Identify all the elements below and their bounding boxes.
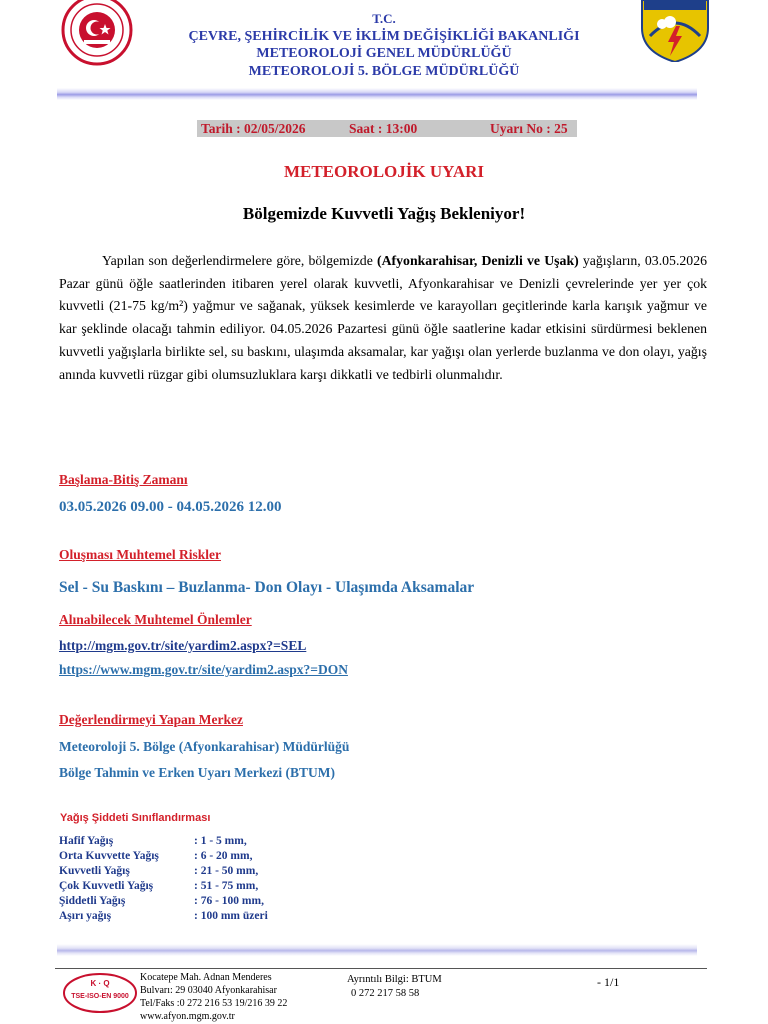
warning-body-paragraph <box>59 250 707 386</box>
cert-logo-top-text: K · Q <box>90 979 110 988</box>
center-unit: Bölge Tahmin ve Erken Uyarı Merkezi (BTUM) <box>59 765 335 780</box>
footer-address-line1: Kocatepe Mah. Adnan Menderes <box>140 972 272 983</box>
tse-certification-logo <box>62 972 138 1014</box>
page-number: - 1/1 <box>597 975 620 989</box>
warning-info-strip <box>197 120 577 137</box>
warning-subtitle: Bölgemizde Kuvvetli Yağış Bekleniyor! <box>242 204 526 223</box>
rain-class-range: : 76 - 100 mm, <box>194 895 264 907</box>
rain-class-range: : 51 - 75 mm, <box>194 880 259 892</box>
header-divider <box>57 88 697 100</box>
footer-info-label: Ayrıntılı Bilgi: BTUM <box>347 974 442 985</box>
footer-divider <box>57 944 697 956</box>
rain-class-name: Çok Kuvvetli Yağış <box>59 880 154 892</box>
risks-section-heading: Oluşması Muhtemel Riskler <box>59 547 221 562</box>
footer-phone: Tel/Faks :0 272 216 53 19/216 39 22 <box>140 998 288 1009</box>
body-part1: Yapılan son değerlendirmelere göre, bölgemizde <box>102 253 377 268</box>
rain-class-range: : 100 mm üzeri <box>194 910 268 922</box>
don-help-link[interactable]: https://www.mgm.gov.tr/site/yardim2.aspx?=DON <box>59 662 348 677</box>
warning-number: Uyarı No : 25 <box>490 121 568 136</box>
warning-date: Tarih : 02/05/2026 <box>201 121 306 136</box>
rain-class-range: : 6 - 20 mm, <box>194 850 253 862</box>
body-regions: (Afyonkarahisar, Denizli ve Uşak) <box>377 253 579 268</box>
time-section-heading: Başlama-Bitiş Zamanı <box>59 472 188 487</box>
footer-info <box>347 973 442 1001</box>
warning-title: METEOROLOJİK UYARI <box>283 162 485 181</box>
risks-section-value: Sel - Su Baskını – Buzlanma- Don Olayı - Ulaşımda Aksamalar <box>59 579 475 596</box>
header-regional-directorate: METEOROLOJİ 5. BÖLGE MÜDÜRLÜĞÜ <box>248 64 520 79</box>
header-general-directorate: METEOROLOJİ GENEL MÜDÜRLÜĞÜ <box>256 46 512 61</box>
footer-web[interactable]: www.afyon.mgm.gov.tr <box>140 1011 235 1022</box>
footer-line <box>55 968 707 969</box>
rain-class-name: Şiddetli Yağış <box>59 895 126 907</box>
rain-class-range: : 21 - 50 mm, <box>194 865 259 877</box>
rain-class-name: Kuvvetli Yağış <box>59 865 130 877</box>
header-ministry: ÇEVRE, ŞEHİRCİLİK VE İKLİM DEĞİŞİKLİĞİ BAKANLIĞI <box>188 29 580 44</box>
rain-class-range: : 1 - 5 mm, <box>194 835 247 847</box>
rain-class-name: Orta Kuvvette Yağış <box>59 850 159 862</box>
body-part2: yağışların, 03.05.2026 Pazar günü öğle saatlerinden itibaren yerel olarak kuvvetli, Afyonkarahisar ve Denizli çevrelerinde yer yer çok kuvvetli (21-75 kg/m²) yağmur ve sağanak, yüksek kesimlerde ve karayolları geçitlerinde karla karışık yağmur ve kar şeklinde olacağı tahmin ediliyor. 04.05.2026 Pazartesi günü öğle saatlerine kadar etkisini sürdürmesi beklenen kuvvetli yağışlarla birlikte sel, su baskını, ulaşımda aksamalar, kar yağışı olan yerlerde buzlanma ve don olayı, yağış anında kuvvetli rüzgar gibi olumsuzluklara karşı dikkatli ve tedbirli olunmalıdır. <box>59 253 707 382</box>
header-tc: T.C. <box>372 11 396 26</box>
measures-section-heading: Alınabilecek Muhtemel Önlemler <box>59 612 252 627</box>
center-section-heading: Değerlendirmeyi Yapan Merkez <box>59 712 243 727</box>
footer-info-phone: 0 272 217 58 58 <box>351 988 420 999</box>
rain-class-name: Hafif Yağış <box>59 835 114 847</box>
cert-logo-bottom-text: TSE-ISO-EN 9000 <box>71 993 129 1000</box>
footer-address <box>140 971 287 1023</box>
footer-address-line2: Bulvarı: 29 03040 Afyonkarahisar <box>140 985 277 996</box>
rain-class-title: Yağış Şiddeti Sınıflandırması <box>60 812 211 824</box>
center-name: Meteoroloji 5. Bölge (Afyonkarahisar) Müdürlüğü <box>59 739 350 754</box>
sel-help-link[interactable]: http://mgm.gov.tr/site/yardim2.aspx?=SEL <box>59 638 307 653</box>
warning-time: Saat : 13:00 <box>349 121 418 136</box>
rain-class-name: Aşırı yağış <box>59 910 112 922</box>
time-section-value: 03.05.2026 09.00 - 04.05.2026 12.00 <box>59 499 282 515</box>
